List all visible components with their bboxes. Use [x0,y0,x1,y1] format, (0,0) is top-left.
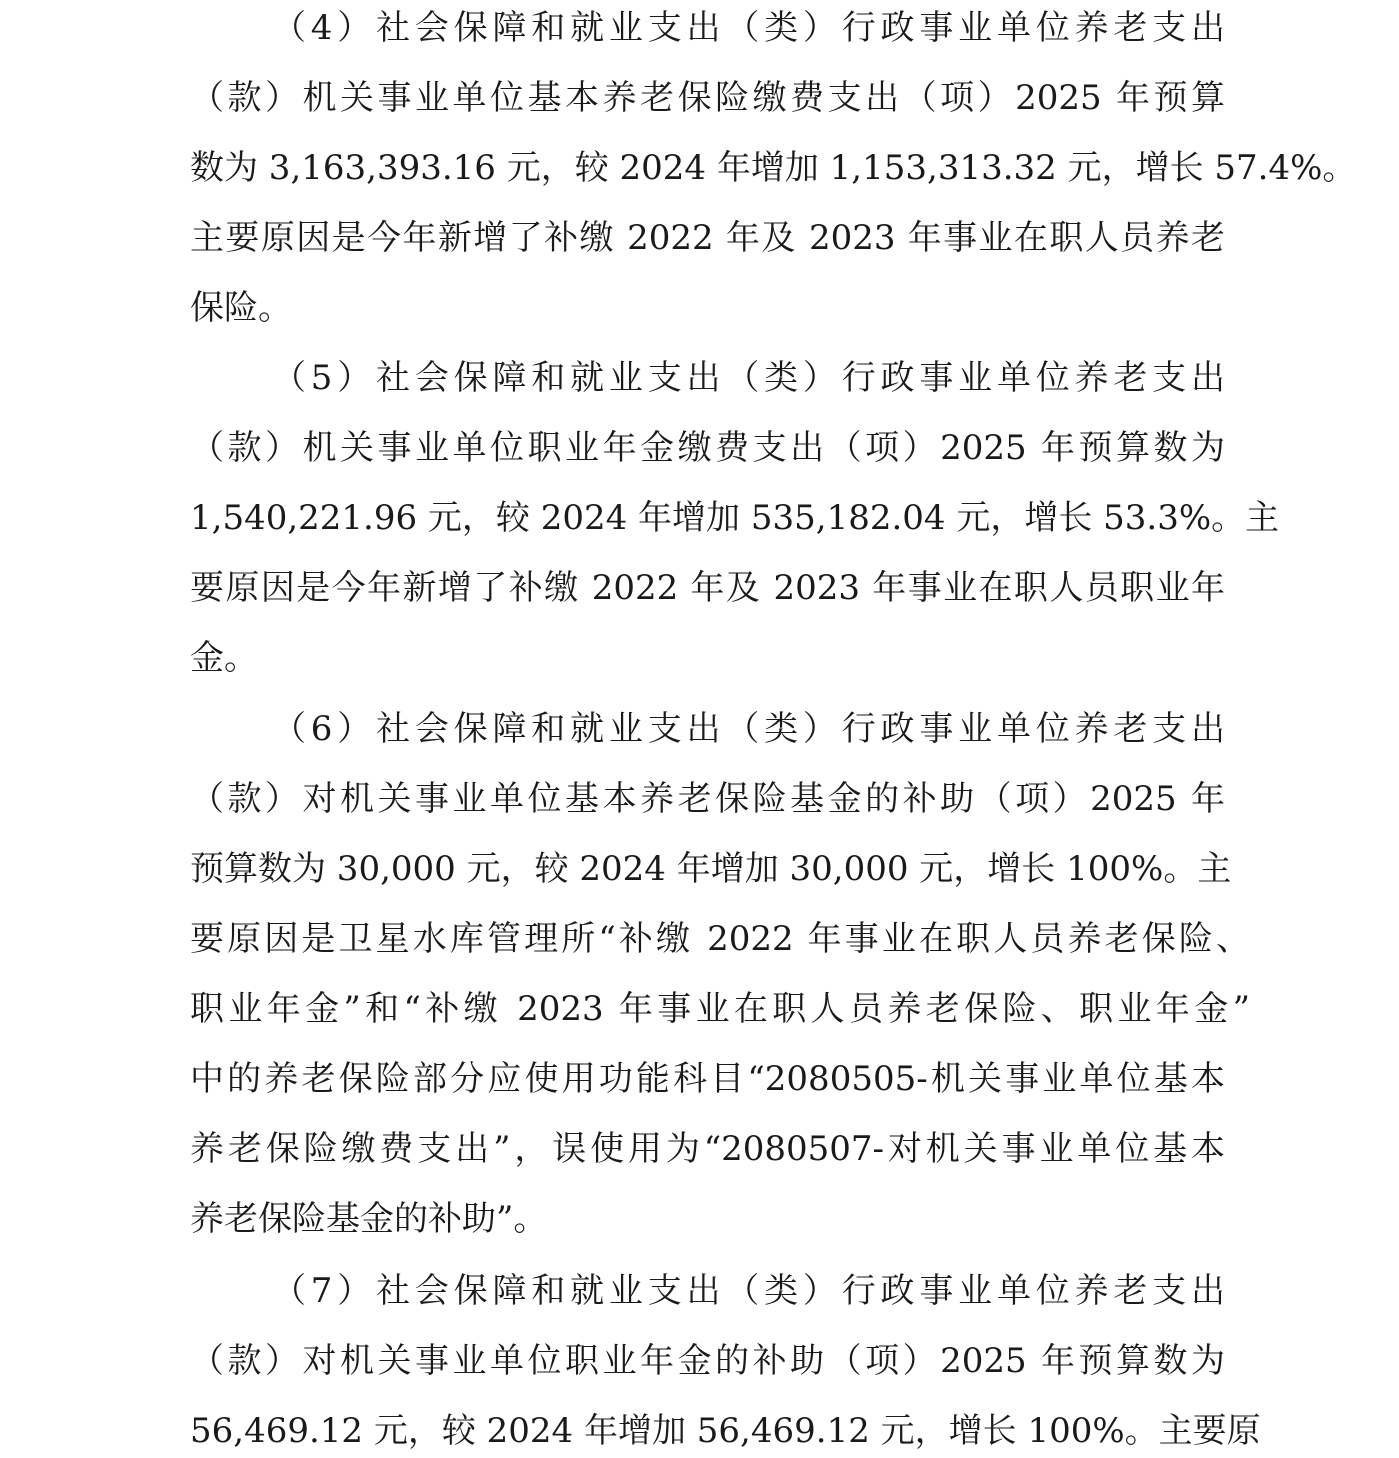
paragraph-6-line-5: 职业年金”和“补缴 2023 年事业在职人员养老保险、职业年金” [190,989,1250,1029]
paragraph-4-line-1: （4）社会保障和就业支出（类）行政事业单位养老支出 [272,8,1225,48]
paragraph-7-line-2: （款）对机关事业单位职业年金的补助（项）2025 年预算数为 [190,1341,1225,1381]
paragraph-5-line-2: （款）机关事业单位职业年金缴费支出（项）2025 年预算数为 [190,428,1225,468]
paragraph-4-line-5: 保险。 [190,288,292,328]
paragraph-5-line-4: 要原因是今年新增了补缴 2022 年及 2023 年事业在职人员职业年 [190,568,1225,608]
paragraph-5-line-5: 金。 [190,638,258,678]
paragraph-6-line-7: 养老保险缴费支出”，误使用为“2080507-对机关事业单位基本 [190,1129,1225,1169]
paragraph-4-line-3: 数为 3,163,393.16 元，较 2024 年增加 1,153,313.32 元，增长 57.4%。 [190,148,1357,188]
paragraph-7-line-3: 56,469.12 元，较 2024 年增加 56,469.12 元，增长 100%。主要原 [190,1411,1261,1451]
paragraph-6-line-3: 预算数为 30,000 元，较 2024 年增加 30,000 元，增长 100%。主 [190,849,1232,889]
paragraph-4-line-4: 主要原因是今年新增了补缴 2022 年及 2023 年事业在职人员养老 [190,218,1225,258]
paragraph-6-line-1: （6）社会保障和就业支出（类）行政事业单位养老支出 [272,709,1225,749]
paragraph-6-line-6: 中的养老保险部分应使用功能科目“2080505-机关事业单位基本 [190,1059,1225,1099]
paragraph-6-line-8: 养老保险基金的补助”。 [190,1199,548,1239]
paragraph-4-line-2: （款）机关事业单位基本养老保险缴费支出（项）2025 年预算 [190,78,1225,118]
paragraph-5-line-1: （5）社会保障和就业支出（类）行政事业单位养老支出 [272,358,1225,398]
paragraph-7-line-1: （7）社会保障和就业支出（类）行政事业单位养老支出 [272,1271,1225,1311]
paragraph-6-line-2: （款）对机关事业单位基本养老保险基金的补助（项）2025 年 [190,779,1225,819]
paragraph-5-line-3: 1,540,221.96 元，较 2024 年增加 535,182.04 元，增长 53.3%。主 [190,498,1280,538]
paragraph-6-line-4: 要原因是卫星水库管理所“补缴 2022 年事业在职人员养老保险、 [190,919,1250,959]
